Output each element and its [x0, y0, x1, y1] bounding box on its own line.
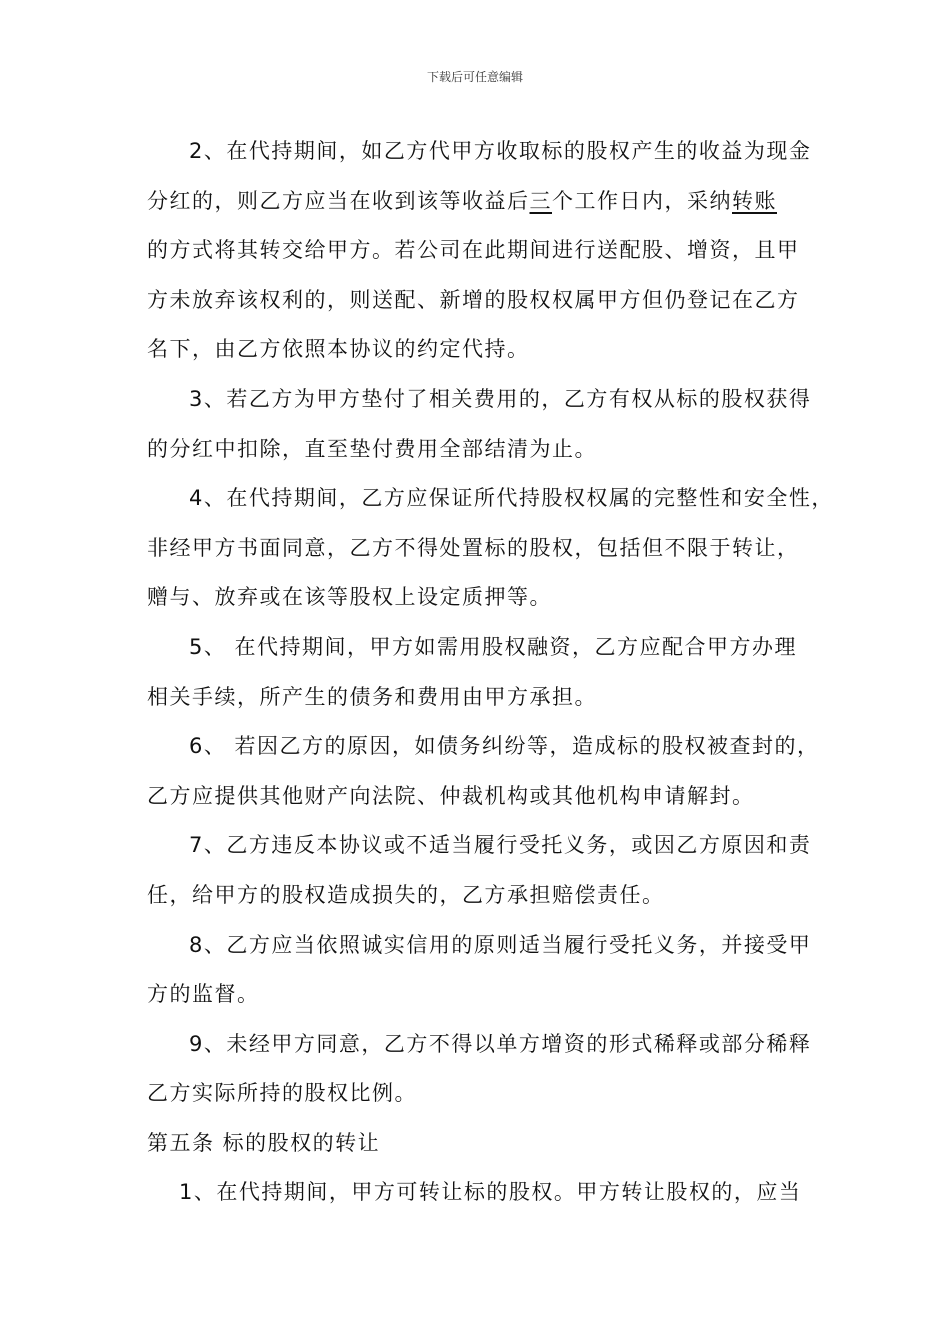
text-line: 相关手续，所产生的债务和费用由甲方承担。	[147, 684, 597, 709]
text-line: 赠与、放弃或在该等股权上设定质押等。	[147, 585, 552, 610]
text-line: 1、在代持期间，甲方可转让标的股权。甲方转让股权的，应当	[179, 1180, 802, 1205]
page-header: 下载后可任意编辑	[426, 70, 523, 84]
text-line: 方的监督。	[147, 982, 260, 1007]
text-line: 7、乙方违反本协议或不适当履行受托义务，或因乙方原因和责	[189, 833, 812, 858]
text-line: 8、乙方应当依照诚实信用的原则适当履行受托义务，并接受甲	[189, 932, 812, 957]
text-line: 名下，由乙方依照本协议的约定代持。	[147, 337, 530, 362]
text-line: 9、未经甲方同意，乙方不得以单方增资的形式稀释或部分稀释	[189, 1031, 812, 1056]
text-line: 非经甲方书面同意，乙方不得处置标的股权，包括但不限于转让，	[147, 535, 800, 560]
document-body	[147, 127, 834, 1218]
text-line: 乙方应提供其他财产向法院、仲裁机构或其他机构申请解封。	[147, 783, 755, 808]
text-line: 的分红中扣除，直至垫付费用全部结清为止。	[147, 436, 597, 461]
text-line: 5、 在代持期间，甲方如需用股权融资，乙方应配合甲方办理	[189, 634, 798, 659]
text-line: 2、在代持期间，如乙方代甲方收取标的股权产生的收益为现金	[189, 139, 812, 163]
text-line: 4、在代持期间，乙方应保证所代持股权权属的完整性和安全性，	[189, 486, 834, 511]
text-line: 分红的，则乙方应当在收到该等收益后三个工作日内，采纳转账	[147, 188, 777, 213]
underlined-text: 三	[529, 188, 552, 213]
text-line: 3、若乙方为甲方垫付了相关费用的，乙方有权从标的股权获得	[189, 386, 812, 411]
text-line: 乙方实际所持的股权比例。	[147, 1081, 417, 1106]
text-line: 任，给甲方的股权造成损失的，乙方承担赔偿责任。	[147, 882, 665, 907]
text-line: 的方式将其转交给甲方。若公司在此期间进行送配股、增资，且甲	[147, 238, 800, 263]
article-heading: 第五条 标的股权的转让	[147, 1130, 381, 1155]
text-line: 6、 若因乙方的原因，如债务纠纷等，造成标的股权被查封的，	[189, 734, 820, 759]
underlined-text: 转账	[732, 188, 777, 213]
text-line: 方未放弃该权利的，则送配、新增的股权权属甲方但仍登记在乙方	[147, 287, 800, 312]
